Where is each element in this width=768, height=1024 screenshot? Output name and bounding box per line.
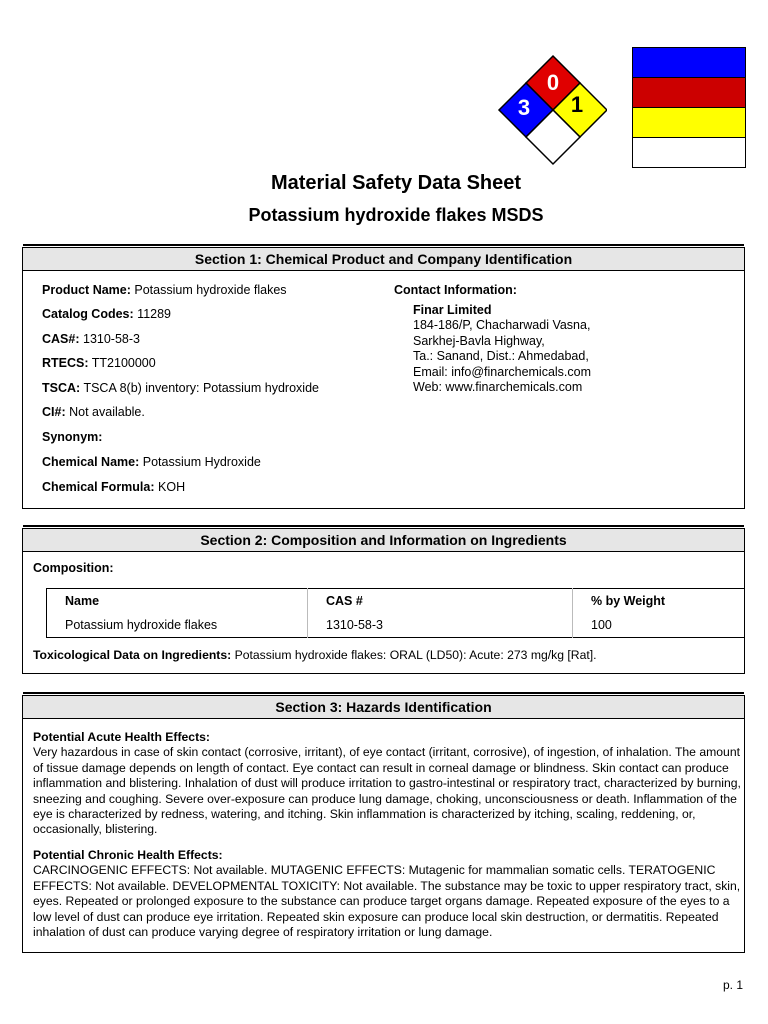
acute-health-effects bbox=[33, 730, 743, 838]
cell-weight: 100 bbox=[591, 618, 612, 632]
hmis-protection-bar bbox=[633, 138, 745, 167]
field-ci: CI#: Not available. bbox=[42, 405, 145, 419]
page-number: p. 1 bbox=[723, 978, 744, 992]
column-header-cas: CAS # bbox=[308, 589, 573, 614]
hmis-flammability-bar bbox=[633, 78, 745, 108]
cell-name: Potassium hydroxide flakes bbox=[47, 613, 308, 638]
tox-text: Potassium hydroxide flakes: ORAL (LD50): Acute: 273 mg/kg [Rat]. bbox=[234, 648, 597, 662]
field-chemical-formula: Chemical Formula: KOH bbox=[42, 480, 186, 494]
tox-label: Toxicological Data on Ingredients: bbox=[33, 648, 232, 662]
contact-email: Email: info@finarchemicals.com bbox=[413, 364, 592, 379]
section-3-heading: Section 3: Hazards Identification bbox=[23, 696, 744, 719]
acute-text: Very hazardous in case of skin contact (corrosive, irritant), of eye contact (irritant, corrosive), of ingestion, of inhalation. The amount of tissue damage depends on length of contact. Eye contact can result in corneal damage or blindness. Skin contact can produce inflammation and blistering. Inhalation of dust will produce irritation to gastro-intestinal or respiratory tract, characterized by burning, sneezing and coughing. Severe over-exposure can produce lung damage, choking, unconsciousness or death. Inflammation of the eye is characterized by redness, watering, and itching. Skin inflammation is characterized by itching, scaling, reddening, or, occasionally, blistering. bbox=[33, 745, 741, 837]
acute-label: Potential Acute Health Effects: bbox=[33, 730, 210, 744]
contact-company: Finar Limited bbox=[413, 302, 492, 317]
chronic-text: CARCINOGENIC EFFECTS: Not available. MUTAGENIC EFFECTS: Mutagenic for mammalian somatic cells. TERATOGENIC EFFECTS: Not available. DEVELOPMENTAL TOXICITY: Not available. The substance may be toxic to upper respiratory tract, skin, eyes. Repeated or prolonged exposure to the substance can produce target organs damage. Repeated exposure of the eyes to a low level of dust can produce eye irritation. Repeated skin exposure can produce local skin destruction, or dermatitis. Repeated inhalation of dust can produce varying degree of respiratory irritation or lung damage. bbox=[33, 863, 741, 940]
contact-address-line: Ta.: Sanand, Dist.: Ahmedabad, bbox=[413, 349, 589, 363]
contact-label: Contact Information: bbox=[394, 283, 517, 297]
nfpa-health-value: 3 bbox=[517, 94, 531, 120]
contact-information bbox=[394, 283, 591, 396]
contact-address-line: Sarkhej-Bavla Highway, bbox=[413, 333, 545, 348]
document-title: Material Safety Data Sheet bbox=[270, 172, 522, 194]
field-product-name: Product Name: Potassium hydroxide flakes bbox=[42, 283, 287, 297]
hmis-reactivity-bar bbox=[633, 108, 745, 138]
hmis-color-bar bbox=[632, 47, 746, 168]
column-header-name: Name bbox=[47, 589, 308, 614]
field-synonym: Synonym: bbox=[42, 430, 103, 444]
field-rtecs: RTECS: TT2100000 bbox=[42, 356, 156, 370]
field-cas: CAS#: 1310-58-3 bbox=[42, 332, 140, 346]
chronic-label: Potential Chronic Health Effects: bbox=[33, 848, 223, 862]
hmis-health-bar bbox=[633, 48, 745, 78]
composition-label: Composition: bbox=[33, 561, 114, 575]
nfpa-reactivity-value: 1 bbox=[570, 91, 584, 117]
field-tsca: TSCA: TSCA 8(b) inventory: Potassium hydroxide bbox=[42, 381, 319, 395]
table-row bbox=[47, 613, 746, 638]
section-2-heading: Section 2: Composition and Information on Ingredients bbox=[23, 529, 744, 552]
chronic-health-effects bbox=[33, 848, 743, 940]
column-header-weight: % by Weight bbox=[591, 594, 666, 608]
field-chemical-name: Chemical Name: Potassium Hydroxide bbox=[42, 455, 261, 469]
cell-cas: 1310-58-3 bbox=[308, 613, 573, 638]
composition-table bbox=[46, 588, 745, 638]
document-subtitle: Potassium hydroxide flakes MSDS bbox=[248, 205, 544, 225]
nfpa-diamond bbox=[497, 46, 607, 166]
contact-web: Web: www.finarchemicals.com bbox=[413, 380, 583, 394]
table-header-row bbox=[47, 589, 746, 614]
toxicological-data bbox=[33, 648, 743, 663]
contact-address-line: 184-186/P, Chacharwadi Vasna, bbox=[413, 318, 591, 332]
nfpa-flammability-value: 0 bbox=[546, 69, 560, 95]
section-1-heading: Section 1: Chemical Product and Company Identification bbox=[23, 248, 744, 271]
field-catalog-codes: Catalog Codes: 11289 bbox=[42, 307, 172, 321]
